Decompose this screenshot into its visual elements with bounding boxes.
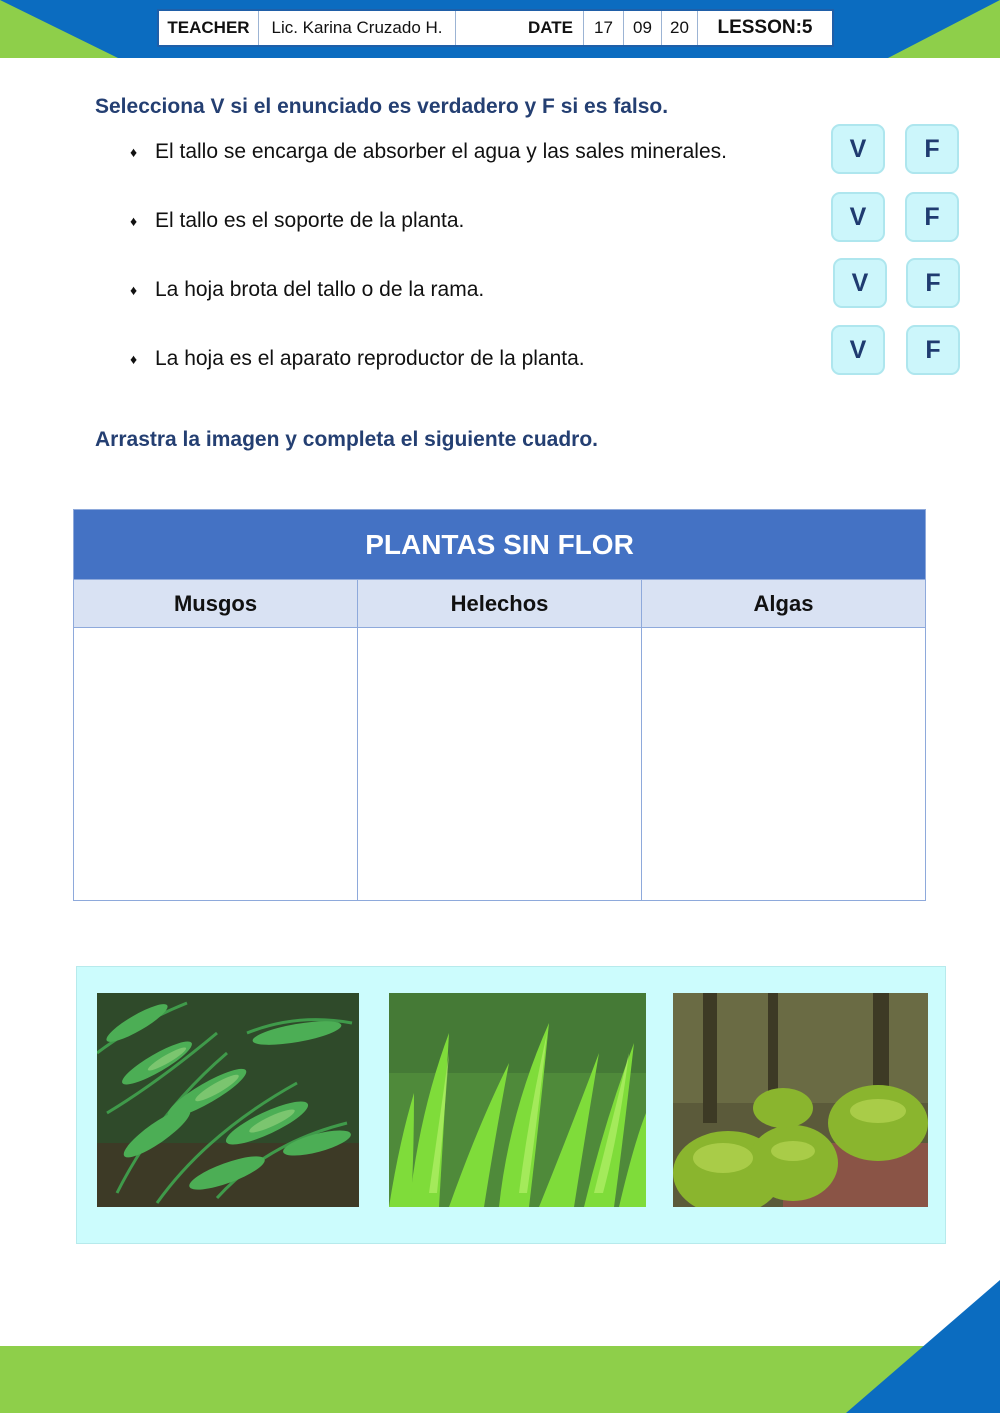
date-day: 17 bbox=[584, 11, 624, 45]
date-month: 09 bbox=[624, 11, 662, 45]
statement-1 bbox=[130, 140, 727, 164]
drop-zone-helechos[interactable] bbox=[358, 628, 642, 901]
true-button-2[interactable]: V bbox=[831, 192, 885, 242]
column-header-musgos: Musgos bbox=[74, 580, 358, 628]
date-year: 20 bbox=[662, 11, 698, 45]
statement-4 bbox=[130, 347, 585, 371]
bullet-diamond-icon: ♦ bbox=[130, 144, 138, 160]
true-button-4[interactable]: V bbox=[831, 325, 885, 375]
footer-banner bbox=[0, 1280, 1000, 1413]
true-false-instruction: Selecciona V si el enunciado es verdadero y F si es falso. bbox=[95, 95, 669, 118]
column-header-algas: Algas bbox=[642, 580, 926, 628]
drop-zone-algas[interactable] bbox=[642, 628, 926, 901]
false-button-4[interactable]: F bbox=[906, 325, 960, 375]
bullet-diamond-icon: ♦ bbox=[130, 351, 138, 367]
algae-image[interactable] bbox=[389, 993, 646, 1207]
true-button-3[interactable]: V bbox=[833, 258, 887, 308]
header-info-bar bbox=[157, 9, 834, 47]
statement-text: El tallo se encarga de absorber el agua y las sales minerales. bbox=[155, 140, 727, 163]
false-button-2[interactable]: F bbox=[905, 192, 959, 242]
true-button-1[interactable]: V bbox=[831, 124, 885, 174]
lesson-label: LESSON:5 bbox=[717, 17, 813, 38]
teacher-name: Lic. Karina Cruzado H. bbox=[259, 11, 456, 45]
fern-image[interactable] bbox=[97, 993, 359, 1207]
column-header-helechos: Helechos bbox=[358, 580, 642, 628]
drag-instruction: Arrastra la imagen y completa el siguiente cuadro. bbox=[95, 428, 599, 451]
statement-text: El tallo es el soporte de la planta. bbox=[155, 209, 465, 232]
classification-table bbox=[73, 509, 926, 901]
statement-text: La hoja brota del tallo o de la rama. bbox=[155, 278, 485, 301]
statement-2 bbox=[130, 209, 464, 233]
moss-image[interactable] bbox=[673, 993, 928, 1207]
statement-3 bbox=[130, 278, 484, 302]
bullet-diamond-icon: ♦ bbox=[130, 213, 138, 229]
drop-zone-musgos[interactable] bbox=[74, 628, 358, 901]
table-title: PLANTAS SIN FLOR bbox=[74, 510, 926, 580]
bullet-diamond-icon: ♦ bbox=[130, 282, 138, 298]
teacher-label: TEACHER bbox=[159, 11, 259, 45]
date-label: DATE bbox=[456, 11, 584, 45]
statement-text: La hoja es el aparato reproductor de la planta. bbox=[155, 347, 585, 370]
false-button-1[interactable]: F bbox=[905, 124, 959, 174]
false-button-3[interactable]: F bbox=[906, 258, 960, 308]
